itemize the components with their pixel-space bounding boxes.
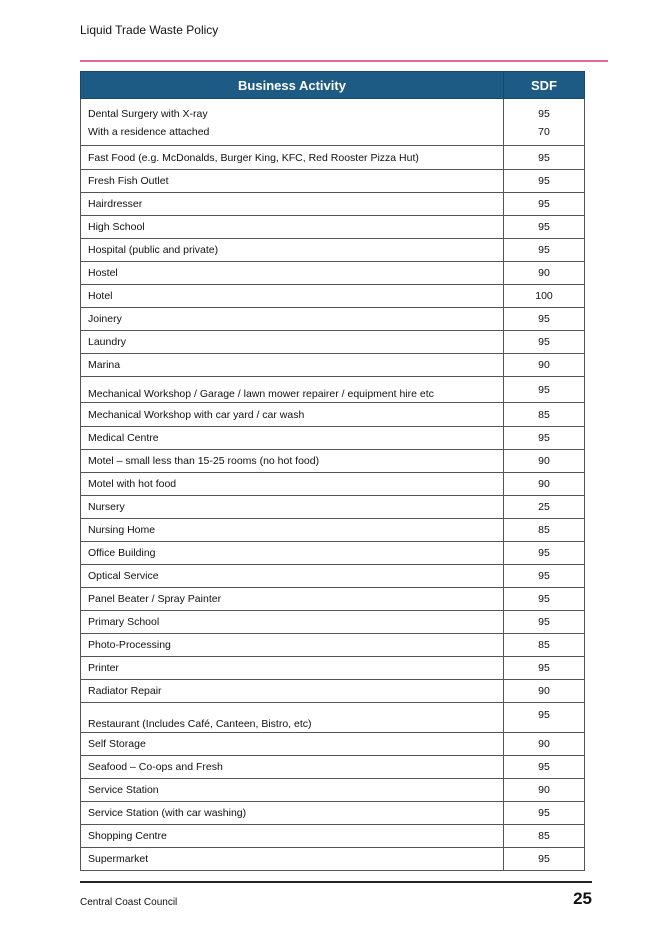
activity-cell: Mechanical Workshop with car yard / car wash bbox=[81, 403, 504, 427]
table-row bbox=[81, 611, 585, 634]
activity-cell: Service Station (with car washing) bbox=[81, 802, 504, 825]
activity-cell: Nursing Home bbox=[81, 519, 504, 542]
activity-cell: Motel – small less than 15-25 rooms (no hot food) bbox=[81, 450, 504, 473]
table-row bbox=[81, 496, 585, 519]
table-row bbox=[81, 377, 585, 403]
sdf-cell: 90 bbox=[504, 680, 585, 703]
table-row bbox=[81, 331, 585, 354]
sdf-cell: 95 bbox=[504, 377, 585, 403]
sdf-cell: 95 bbox=[504, 170, 585, 193]
table-row bbox=[81, 703, 585, 733]
sdf-cell: 95 bbox=[504, 588, 585, 611]
document-title: Liquid Trade Waste Policy bbox=[80, 23, 219, 37]
table-row bbox=[81, 542, 585, 565]
sdf-cell: 95 bbox=[504, 239, 585, 262]
activity-cell: Fresh Fish Outlet bbox=[81, 170, 504, 193]
table-row bbox=[81, 848, 585, 871]
activity-cell: Office Building bbox=[81, 542, 504, 565]
footer-divider bbox=[80, 881, 592, 883]
activity-cell: Marina bbox=[81, 354, 504, 377]
activity-cell: Motel with hot food bbox=[81, 473, 504, 496]
activity-cell: Photo-Processing bbox=[81, 634, 504, 657]
sdf-cell: 95 bbox=[504, 565, 585, 588]
sdf-cell: 85 bbox=[504, 519, 585, 542]
activity-cell: Service Station bbox=[81, 779, 504, 802]
activity-cell: Laundry bbox=[81, 331, 504, 354]
sdf-cell: 100 bbox=[504, 285, 585, 308]
table-row bbox=[81, 99, 585, 146]
table-header-row bbox=[81, 72, 585, 99]
activity-cell: Restaurant (Includes Café, Canteen, Bistro, etc) bbox=[81, 703, 504, 733]
sdf-value: 95 bbox=[538, 108, 550, 120]
table-row bbox=[81, 285, 585, 308]
activity-line: With a residence attached bbox=[88, 126, 210, 138]
column-header-activity: Business Activity bbox=[81, 72, 504, 99]
activity-cell: Hospital (public and private) bbox=[81, 239, 504, 262]
table-row bbox=[81, 519, 585, 542]
table-row bbox=[81, 657, 585, 680]
activity-cell: Primary School bbox=[81, 611, 504, 634]
activity-cell: Hairdresser bbox=[81, 193, 504, 216]
sdf-cell: 90 bbox=[504, 779, 585, 802]
sdf-cell: 90 bbox=[504, 733, 585, 756]
activity-cell: High School bbox=[81, 216, 504, 239]
page-number: 25 bbox=[573, 889, 592, 908]
table-row bbox=[81, 756, 585, 779]
table-row bbox=[81, 146, 585, 170]
sdf-cell: 95 bbox=[504, 802, 585, 825]
activity-cell: Seafood – Co-ops and Fresh bbox=[81, 756, 504, 779]
sdf-cell: 95 bbox=[504, 703, 585, 733]
table-row bbox=[81, 427, 585, 450]
table-row bbox=[81, 779, 585, 802]
table-row bbox=[81, 565, 585, 588]
table-row bbox=[81, 473, 585, 496]
activity-cell: Medical Centre bbox=[81, 427, 504, 450]
sdf-cell: 95 bbox=[504, 657, 585, 680]
footer-organization: Central Coast Council bbox=[80, 897, 178, 908]
header-divider bbox=[80, 60, 608, 62]
activity-cell: Radiator Repair bbox=[81, 680, 504, 703]
activity-cell: Fast Food (e.g. McDonalds, Burger King, KFC, Red Rooster Pizza Hut) bbox=[81, 146, 504, 170]
table-row bbox=[81, 802, 585, 825]
sdf-cell: 85 bbox=[504, 825, 585, 848]
sdf-cell: 95 bbox=[504, 848, 585, 871]
sdf-cell: 90 bbox=[504, 473, 585, 496]
activity-cell: Mechanical Workshop / Garage / lawn mower repairer / equipment hire etc bbox=[81, 377, 504, 403]
sdf-cell: 95 bbox=[504, 756, 585, 779]
table-row bbox=[81, 634, 585, 657]
sdf-cell: 95 bbox=[504, 216, 585, 239]
activity-cell: Hotel bbox=[81, 285, 504, 308]
sdf-cell: 85 bbox=[504, 634, 585, 657]
sdf-table bbox=[80, 71, 585, 871]
activity-cell: Hostel bbox=[81, 262, 504, 285]
table-row bbox=[81, 588, 585, 611]
activity-cell: Panel Beater / Spray Painter bbox=[81, 588, 504, 611]
sdf-cell: 25 bbox=[504, 496, 585, 519]
sdf-cell bbox=[504, 99, 585, 146]
activity-cell: Printer bbox=[81, 657, 504, 680]
sdf-cell: 95 bbox=[504, 542, 585, 565]
activity-line: Dental Surgery with X-ray bbox=[88, 108, 208, 120]
sdf-cell: 90 bbox=[504, 354, 585, 377]
column-header-sdf: SDF bbox=[504, 72, 585, 99]
table-row bbox=[81, 262, 585, 285]
activity-cell: Joinery bbox=[81, 308, 504, 331]
table-row bbox=[81, 216, 585, 239]
table-row bbox=[81, 403, 585, 427]
table-row bbox=[81, 825, 585, 848]
activity-cell bbox=[81, 99, 504, 146]
activity-cell: Shopping Centre bbox=[81, 825, 504, 848]
sdf-cell: 95 bbox=[504, 308, 585, 331]
table-row bbox=[81, 354, 585, 377]
sdf-cell: 90 bbox=[504, 262, 585, 285]
sdf-cell: 90 bbox=[504, 450, 585, 473]
sdf-cell: 85 bbox=[504, 403, 585, 427]
activity-cell: Supermarket bbox=[81, 848, 504, 871]
table-row bbox=[81, 193, 585, 216]
table-row bbox=[81, 680, 585, 703]
sdf-cell: 95 bbox=[504, 331, 585, 354]
table-row bbox=[81, 239, 585, 262]
sdf-value: 70 bbox=[538, 126, 550, 138]
sdf-cell: 95 bbox=[504, 193, 585, 216]
sdf-cell: 95 bbox=[504, 427, 585, 450]
activity-cell: Self Storage bbox=[81, 733, 504, 756]
sdf-cell: 95 bbox=[504, 146, 585, 170]
table-row bbox=[81, 733, 585, 756]
table-row bbox=[81, 170, 585, 193]
table-row bbox=[81, 450, 585, 473]
activity-cell: Optical Service bbox=[81, 565, 504, 588]
table-row bbox=[81, 308, 585, 331]
sdf-cell: 95 bbox=[504, 611, 585, 634]
activity-cell: Nursery bbox=[81, 496, 504, 519]
